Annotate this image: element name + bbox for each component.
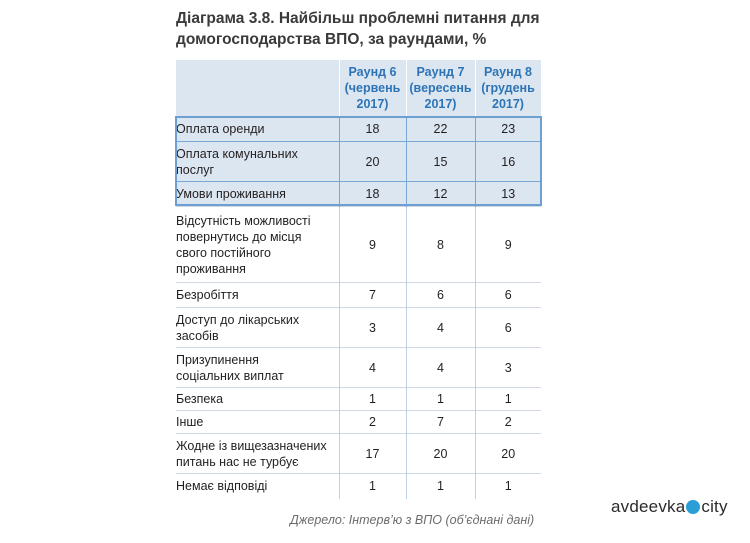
- row-label-line: засобів: [176, 328, 219, 343]
- cell-round-8: 1: [475, 474, 541, 499]
- row-label-line: Інше: [176, 415, 204, 429]
- cell-round-8: 6: [475, 308, 541, 348]
- source-note: Джерело: Інтерв’ю з ВПО (об’єднані дані): [290, 513, 535, 527]
- row-label: [176, 308, 339, 348]
- problems-table: [176, 60, 542, 499]
- figure-title: [176, 8, 556, 50]
- table-row: [176, 182, 541, 207]
- table-row: [176, 283, 541, 308]
- header-line: (вересень: [409, 81, 472, 95]
- cell-round-7: 4: [406, 308, 475, 348]
- row-label: [176, 182, 339, 207]
- row-label-line: свого постійного: [176, 245, 271, 260]
- header-line: Раунд 6: [348, 65, 397, 79]
- row-label-line: Оплата оренди: [176, 122, 265, 136]
- cell-round-7: 6: [406, 283, 475, 308]
- title-line-1: Діаграма 3.8. Найбільш проблемні питання для: [176, 10, 540, 27]
- header-line: (грудень: [481, 81, 535, 95]
- cell-round-6: 18: [339, 117, 406, 142]
- header-line: 2017): [356, 97, 389, 111]
- cell-round-8: 23: [475, 117, 541, 142]
- header-line: 2017): [424, 97, 457, 111]
- cell-round-7: 20: [406, 434, 475, 474]
- cell-round-7: 1: [406, 474, 475, 499]
- cell-round-8: 2: [475, 411, 541, 434]
- header-round-8: [475, 60, 541, 117]
- row-label-line: повернутись до місця: [176, 229, 302, 244]
- cell-round-6: 9: [339, 207, 406, 283]
- cell-round-6: 17: [339, 434, 406, 474]
- table-row: [176, 117, 541, 142]
- cell-round-6: 20: [339, 142, 406, 182]
- cell-round-8: 3: [475, 348, 541, 388]
- row-label-line: Немає відповіді: [176, 479, 268, 494]
- table-row: [176, 388, 541, 411]
- header-line: 2017): [492, 97, 524, 111]
- cell-round-7: 22: [406, 117, 475, 142]
- row-label: [176, 434, 339, 474]
- cell-round-7: 4: [406, 348, 475, 388]
- row-label-line: Доступ до лікарських: [176, 312, 300, 327]
- cell-round-7: 12: [406, 182, 475, 207]
- header-round-7: [406, 60, 475, 117]
- cell-round-8: 16: [475, 142, 541, 182]
- cell-round-8: 6: [475, 283, 541, 308]
- title-line-2: домогосподарства ВПО, за раундами, %: [176, 31, 487, 48]
- globe-icon: [686, 500, 700, 514]
- cell-round-8: 20: [475, 434, 541, 474]
- row-label-line: Оплата комунальних: [176, 146, 298, 161]
- table-row: [176, 474, 541, 499]
- row-label-line: Безробіття: [176, 288, 239, 302]
- cell-round-6: 1: [339, 388, 406, 411]
- cell-round-8: 9: [475, 207, 541, 283]
- row-label: [176, 474, 339, 499]
- cell-round-8: 13: [475, 182, 541, 207]
- row-label: [176, 411, 339, 434]
- row-label-line: питань нас не турбує: [176, 454, 299, 469]
- row-label-line: послуг: [176, 162, 215, 177]
- cell-round-6: 4: [339, 348, 406, 388]
- header-blank: [176, 60, 339, 117]
- row-label-line: Умови проживання: [176, 187, 286, 201]
- row-label: [176, 117, 339, 142]
- cell-round-6: 1: [339, 474, 406, 499]
- row-label: [176, 142, 339, 182]
- cell-round-7: 8: [406, 207, 475, 283]
- cell-round-7: 1: [406, 388, 475, 411]
- row-label-line: Жодне із вищезазначених: [176, 438, 327, 453]
- row-label-line: Безпека: [176, 392, 224, 406]
- header-line: (червень: [344, 81, 401, 95]
- logo-text-left: avdeevka: [611, 497, 686, 516]
- cell-round-7: 7: [406, 411, 475, 434]
- table-row: [176, 434, 541, 474]
- row-label-line: соціальних виплат: [176, 368, 284, 383]
- cell-round-6: 7: [339, 283, 406, 308]
- table-row: [176, 348, 541, 388]
- cell-round-6: 2: [339, 411, 406, 434]
- table-row: [176, 207, 541, 283]
- table-row: [176, 142, 541, 182]
- cell-round-8: 1: [475, 388, 541, 411]
- cell-round-6: 18: [339, 182, 406, 207]
- row-label: [176, 348, 339, 388]
- header-round-6: [339, 60, 406, 117]
- site-logo[interactable]: [611, 497, 728, 517]
- table-row: [176, 308, 541, 348]
- logo-text-right: city: [701, 497, 728, 516]
- cell-round-6: 3: [339, 308, 406, 348]
- cell-round-7: 15: [406, 142, 475, 182]
- header-line: Раунд 8: [484, 65, 532, 79]
- row-label: [176, 283, 339, 308]
- row-label-line: Призупинення: [176, 352, 259, 367]
- row-label-line: проживання: [176, 261, 246, 276]
- table-row: [176, 411, 541, 434]
- row-label: [176, 388, 339, 411]
- row-label-line: Відсутність можливості: [176, 213, 311, 228]
- row-label: [176, 207, 339, 283]
- header-line: Раунд 7: [416, 65, 465, 79]
